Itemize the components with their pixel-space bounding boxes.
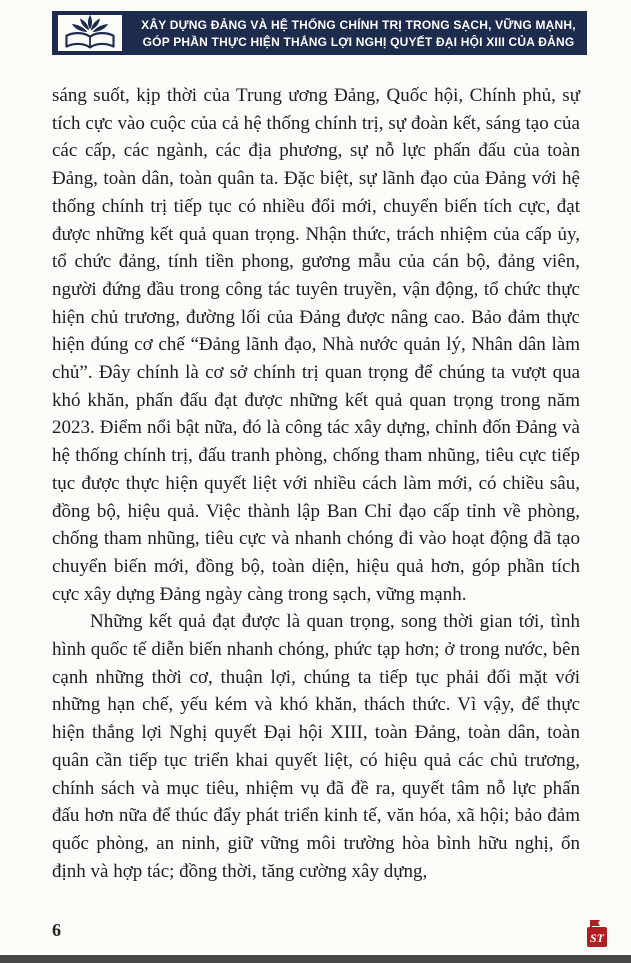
publisher-st-logo <box>585 919 609 949</box>
header-title-line2: GÓP PHẦN THỰC HIỆN THẮNG LỢI NGHỊ QUYẾT ĐẠI HỘI XIII CỦA ĐẢNG <box>142 34 575 49</box>
body-paragraph-2: Những kết quả đạt được là quan trọng, song thời gian tới, tình hình quốc tế diễn biến nhanh chóng, phức tạp hơn; ở trong nước, bên cạnh những thời cơ, thuận lợi, chúng ta tiếp tục phải đối mặt với những hạn chế, yếu kém và khó khăn, thách thức. Vì vậy, để thực hiện thắng lợi Nghị quyết Đại hội XIII, toàn Đảng, toàn dân, toàn quân cần tiếp tục triển khai quyết liệt, có hiệu quả các chủ trương, chính sách và mục tiêu, nhiệm vụ đã đề ra, quyết tâm nỗ lực phấn đấu hơn nữa để thúc đẩy phát triển kinh tế, văn hóa, xã hội; bảo đảm quốc phòng, an ninh, giữ vững môi trường hòa bình hữu nghị, ổn định và hợp tác; đồng thời, tăng cường xây dựng, <box>52 611 580 882</box>
lotus-open-book-icon <box>62 14 118 52</box>
page-number: 6 <box>52 920 61 940</box>
page-body <box>52 82 580 885</box>
st-emblem-icon <box>585 919 609 949</box>
svg-text:ST: ST <box>589 931 605 945</box>
body-paragraph-1: sáng suốt, kịp thời của Trung ương Đảng, Quốc hội, Chính phủ, sự tích cực vào cuộc của cả hệ thống chính trị, sự đoàn kết, sáng tạo của các cấp, các ngành, các địa phương, sự nỗ lực phấn đấu của toàn Đảng, toàn dân, toàn quân ta. Đặc biệt, sự lãnh đạo của Đảng với hệ thống chính trị tiếp tục có nhiều đổi mới, chuyển biến tích cực, đạt được những kết quả quan trọng. Nhận thức, trách nhiệm của cấp ủy, tổ chức đảng, tính tiền phong, gương mẫu của cán bộ, đảng viên, người đứng đầu trong công tác tuyên truyền, vận động, tổ chức thực hiện chủ trương, đường lối của Đảng được nâng cao. Bảo đảm thực hiện đúng cơ chế “Đảng lãnh đạo, Nhà nước quản lý, Nhân dân làm chủ”. Đây chính là cơ sở chính trị quan trọng để chúng ta vượt qua khó khăn, phấn đấu đạt được những kết quả quan trọng trong năm 2023. Điểm nổi bật nữa, đó là công tác xây dựng, chỉnh đốn Đảng và hệ thống chính trị, đấu tranh phòng, chống tham nhũng, tiêu cực tiếp tục được thực hiện quyết liệt với nhiều cách làm mới, có chiều sâu, đồng bộ, hiệu quả. Việc thành lập Ban Chỉ đạo cấp tỉnh về phòng, chống tham nhũng, tiêu cực và nhanh chóng đi vào hoạt động đã tạo chuyển biến mới, đồng bộ, toàn diện, hiệu quả hơn, góp phần tích cực xây dựng Đảng ngày càng trong sạch, vững mạnh. <box>52 85 580 605</box>
page-header <box>52 9 587 57</box>
header-title-line1: XÂY DỰNG ĐẢNG VÀ HỆ THỐNG CHÍNH TRỊ TRONG SẠCH, VỮNG MẠNH, <box>141 17 576 32</box>
page-bottom-edge <box>0 955 631 963</box>
header-title <box>136 11 581 55</box>
publisher-header-logo <box>58 15 122 51</box>
